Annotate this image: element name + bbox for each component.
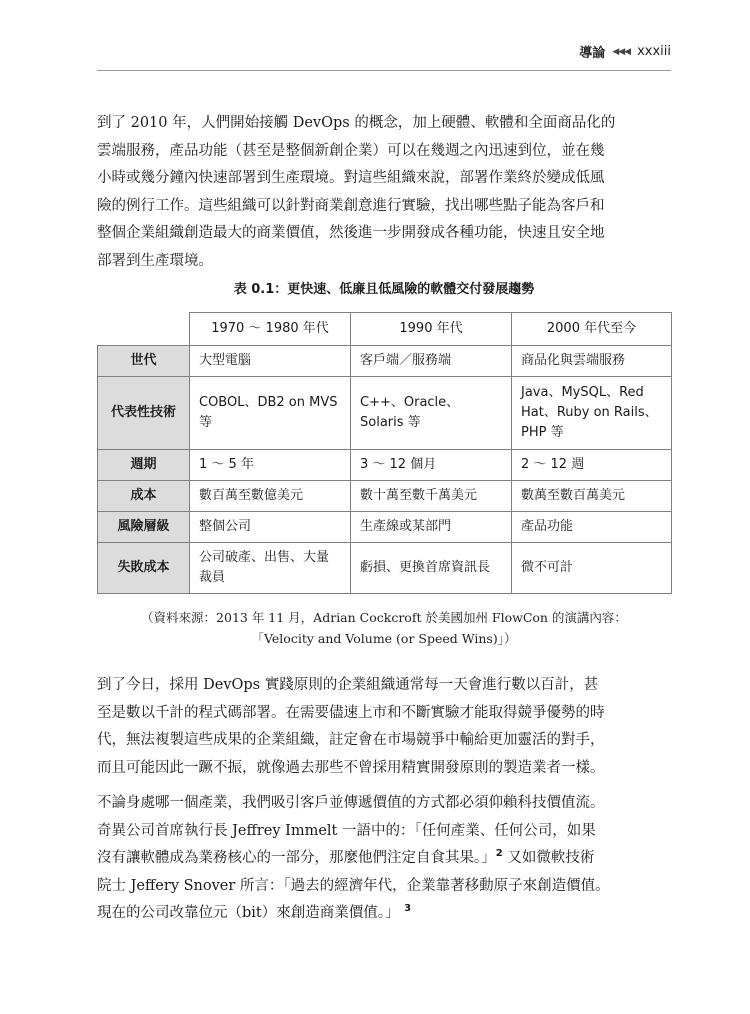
table-corner bbox=[98, 313, 190, 346]
text-line: 院士 Jeffery Snover 所言：「過去的經濟年代，企業靠著移動原子來創造價值。 bbox=[97, 877, 610, 894]
table-row bbox=[98, 481, 672, 512]
table-cell: 2 ～ 12 週 bbox=[512, 450, 672, 481]
table-row bbox=[98, 512, 672, 543]
column-header: 1970 ～ 1980 年代 bbox=[190, 313, 351, 346]
text-segment: 又如微軟技術 bbox=[502, 850, 595, 866]
row-header: 失敗成本 bbox=[98, 543, 190, 594]
table-cell: 3 ～ 12 個月 bbox=[351, 450, 512, 481]
source-line: （資料來源：2013 年 11 月，Adrian Cockcroft 於美國加州 FlowCon 的演講內容： bbox=[141, 610, 627, 625]
table-cell: Java、MySQL、Red Hat、Ruby on Rails、PHP 等 bbox=[512, 377, 672, 450]
table-caption: 表 0.1：更快速、低廉且低風險的軟體交付發展趨勢 bbox=[233, 282, 535, 297]
table-cell: 商品化與雲端服務 bbox=[512, 346, 672, 377]
table-row bbox=[98, 377, 672, 450]
header-divider bbox=[97, 70, 671, 71]
table-row bbox=[98, 450, 672, 481]
text-line: 部署到生產環境。 bbox=[97, 252, 213, 269]
text-line bbox=[97, 845, 673, 873]
table-cell: 數十萬至數千萬美元 bbox=[351, 481, 512, 512]
text-line: 至是數以千計的程式碼部署。在需要儘速上市和不斷實驗才能取得競爭優勢的時 bbox=[97, 704, 605, 721]
text-line: 雲端服務，產品功能（甚至是整個新創企業）可以在幾週之內迅速到位，並在幾 bbox=[97, 142, 605, 159]
text-line: 到了今日，採用 DevOps 實踐原則的企業組織通常每一天會進行數以百計，甚 bbox=[97, 677, 599, 693]
chapter-title: 導論 bbox=[579, 46, 606, 61]
table-row bbox=[98, 346, 672, 377]
paragraph-3 bbox=[97, 790, 673, 928]
column-header: 2000 年代至今 bbox=[512, 313, 672, 346]
row-header: 週期 bbox=[98, 450, 190, 481]
text-line bbox=[97, 900, 673, 928]
table-cell: 大型電腦 bbox=[190, 346, 351, 377]
table-cell: 虧損、更換首席資訊長 bbox=[351, 543, 512, 594]
table-source-note bbox=[97, 607, 671, 649]
table-cell: 數百萬至數億美元 bbox=[190, 481, 351, 512]
table-cell: 微不可計 bbox=[512, 543, 672, 594]
source-line: 「Velocity and Volume (or Speed Wins)」） bbox=[251, 631, 517, 646]
text-line: 而且可能因此一蹶不振，就像過去那些不曾採用精實開發原則的製造業者一樣。 bbox=[97, 759, 605, 776]
row-header: 成本 bbox=[98, 481, 190, 512]
table-cell: COBOL、DB2 on MVS 等 bbox=[190, 377, 351, 450]
text-line: 險的例行工作。這些組織可以針對商業創意進行實驗，找出哪些點子能為客戶和 bbox=[97, 197, 605, 214]
text-line: 到了 2010 年，人們開始接觸 DevOps 的概念，加上硬體、軟體和全面商品化的 bbox=[97, 115, 616, 131]
row-header: 代表性技術 bbox=[98, 377, 190, 450]
table-cell: 產品功能 bbox=[512, 512, 672, 543]
table-cell: 生產線或某部門 bbox=[351, 512, 512, 543]
paragraph-1 bbox=[97, 110, 673, 275]
table-cell: C++、Oracle、Solaris 等 bbox=[351, 377, 512, 450]
text-line: 奇異公司首席執行長 Jeffrey Immelt 一語中的：「任何產業、任何公司，如果 bbox=[97, 822, 596, 839]
table-cell: 公司破產、出售、大量裁員 bbox=[190, 543, 351, 594]
text-segment: 現在的公司改靠位元（bit）來創造商業價值。」 bbox=[97, 905, 400, 921]
table-cell: 1 ～ 5 年 bbox=[190, 450, 351, 481]
table-cell: 數萬至數百萬美元 bbox=[512, 481, 672, 512]
table-row bbox=[98, 543, 672, 594]
paragraph-2 bbox=[97, 672, 673, 782]
footnote-marker[interactable]: 2 bbox=[495, 848, 503, 859]
text-line: 不論身處哪一個產業，我們吸引客戶並傳遞價值的方式都必須仰賴科技價值流。 bbox=[97, 795, 605, 811]
column-header: 1990 年代 bbox=[351, 313, 512, 346]
page-number: xxxiii bbox=[637, 44, 671, 59]
text-line: 整個企業組織創造最大的商業價值，然後進一步開發成各種功能，快速且安全地 bbox=[97, 225, 605, 241]
text-segment: 沒有讓軟體成為業務核心的一部分，那麼他們注定自食其果。」 bbox=[97, 850, 496, 866]
row-header: 世代 bbox=[98, 346, 190, 377]
row-header: 風險層級 bbox=[98, 512, 190, 543]
text-line: 代，無法複製這些成果的企業組織，註定會在市場競爭中輸給更加靈活的對手， bbox=[97, 732, 605, 748]
running-header bbox=[97, 42, 671, 62]
footnote-marker[interactable]: 3 bbox=[404, 903, 412, 914]
software-delivery-trend-table bbox=[97, 312, 672, 594]
table-header-row bbox=[98, 313, 672, 346]
triple-left-arrow-icon: ◀◀◀ bbox=[612, 46, 631, 57]
table-cell: 客戶端／服務端 bbox=[351, 346, 512, 377]
table-cell: 整個公司 bbox=[190, 512, 351, 543]
text-line: 小時或幾分鐘內快速部署到生產環境。對這些組織來說，部署作業終於變成低風 bbox=[97, 170, 605, 186]
